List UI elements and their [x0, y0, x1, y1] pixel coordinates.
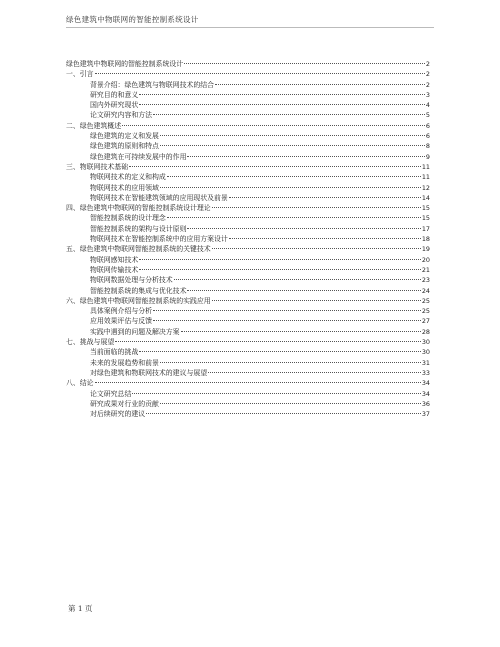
toc-entry[interactable]: [66, 100, 430, 110]
toc-dot-leader: [174, 279, 421, 280]
toc-entry-page: 25: [421, 296, 430, 305]
toc-entry-title: 具体案例介绍与分析: [90, 307, 153, 316]
toc-entry[interactable]: [66, 131, 430, 141]
toc-entry-page: 25: [421, 307, 430, 316]
toc-dot-leader: [167, 217, 421, 218]
toc-entry-page: 34: [421, 389, 430, 398]
toc-entry-title: 五、绿色建筑中物联网智能控制系统的关键技术: [66, 245, 211, 254]
toc-entry-title: 一、引言: [66, 70, 94, 79]
toc-entry[interactable]: [66, 255, 430, 265]
toc-entry-page: 18: [421, 235, 430, 244]
toc-entry-page: 12: [421, 183, 430, 192]
toc-dot-leader: [184, 63, 425, 64]
toc-entry-title: 智能控制系统的设计理念: [90, 214, 166, 223]
toc-dot-leader: [187, 290, 420, 291]
toc-dot-leader: [115, 341, 421, 342]
toc-entry[interactable]: [66, 172, 430, 182]
toc-dot-leader: [153, 320, 421, 321]
toc-entry[interactable]: [66, 234, 430, 244]
toc-entry-title: 绿色建筑中物联网的智能控制系统设计: [66, 60, 184, 68]
toc-entry[interactable]: [66, 80, 430, 90]
toc-entry-title: 未来的发展趋势和前景: [90, 358, 159, 367]
toc-entry-title: 应用效果评估与反馈: [90, 317, 153, 326]
toc-entry-page: 34: [421, 379, 430, 388]
toc-entry-title: 物联网传输技术: [90, 265, 139, 274]
toc-dot-leader: [212, 207, 421, 208]
toc-dot-leader: [187, 228, 420, 229]
toc-entry-title: 背景介绍：绿色建筑与物联网技术的结合: [90, 80, 215, 89]
toc-entry-title: 物联网技术的定义和构成: [90, 173, 166, 182]
toc-entry-page: 2: [425, 60, 430, 68]
toc-entry[interactable]: [66, 378, 430, 388]
toc-entry-page: 28: [421, 327, 430, 336]
toc-dot-leader: [122, 125, 425, 126]
toc-entry-title: 国内外研究现状: [90, 101, 139, 110]
toc-entry-page: 8: [425, 142, 430, 151]
toc-entry[interactable]: [66, 141, 430, 151]
toc-entry-title: 物联网技术的应用领域: [90, 183, 159, 192]
running-header: 绿色建筑中物联网的智能控制系统设计: [66, 15, 199, 24]
toc-entry-page: 30: [421, 338, 430, 347]
toc-entry-title: 当前面临的挑战: [90, 348, 139, 357]
toc-dot-leader: [160, 187, 421, 188]
toc-dot-leader: [208, 372, 421, 373]
toc-entry-page: 15: [421, 214, 430, 223]
toc-entry[interactable]: [66, 316, 430, 326]
header-divider: [66, 27, 434, 28]
toc-dot-leader: [139, 259, 421, 260]
toc-dot-leader: [139, 269, 421, 270]
toc-entry-page: 31: [421, 358, 430, 367]
toc-entry[interactable]: [66, 327, 430, 337]
toc-entry[interactable]: [66, 224, 430, 234]
toc-entry[interactable]: [66, 337, 430, 347]
toc-dot-leader: [160, 403, 421, 404]
toc-dot-leader: [212, 248, 421, 249]
toc-entry[interactable]: [66, 69, 430, 79]
toc-entry-title: 绿色建筑的定义和发展: [90, 132, 159, 141]
toc-entry-page: 4: [425, 101, 430, 110]
toc-entry-title: 八、结论: [66, 379, 94, 388]
toc-dot-leader: [160, 135, 425, 136]
toc-entry-title: 六、绿色建筑中物联网智能控制系统的实践应用: [66, 296, 211, 305]
toc-entry-title: 绿色建筑的原则和特点: [90, 142, 159, 151]
toc-entry-page: 2: [425, 70, 430, 79]
toc-dot-leader: [129, 166, 421, 167]
toc-dot-leader: [212, 300, 421, 301]
toc-entry-title: 对后续研究的建议: [90, 410, 146, 419]
toc-entry[interactable]: [66, 110, 430, 120]
toc-entry-title: 对绿色建筑和物联网技术的建议与展望: [90, 368, 208, 377]
toc-entry-page: 2: [425, 80, 430, 89]
toc-entry[interactable]: [66, 121, 430, 131]
toc-entry-page: 30: [421, 348, 430, 357]
toc-dot-leader: [139, 351, 421, 352]
toc-dot-leader: [181, 331, 421, 332]
toc-entry-title: 物联网感知技术: [90, 255, 139, 264]
toc-entry-title: 七、挑战与展望: [66, 338, 115, 347]
toc-entry-page: 20: [421, 255, 430, 264]
toc-entry-page: 21: [421, 265, 430, 274]
toc-entry-title: 四、绿色建筑中物联网的智能控制系统设计理论: [66, 204, 211, 213]
toc-entry[interactable]: [66, 152, 430, 162]
toc-dot-leader: [95, 382, 421, 383]
toc-entry[interactable]: [66, 244, 430, 254]
toc-entry[interactable]: [66, 306, 430, 316]
toc-dot-leader: [160, 362, 421, 363]
toc-entry[interactable]: [66, 409, 430, 419]
toc-dot-leader: [215, 84, 425, 85]
toc-entry[interactable]: [66, 265, 430, 275]
toc-entry-title: 论文研究内容和方法: [90, 111, 153, 120]
table-of-contents: [66, 59, 430, 419]
toc-entry[interactable]: [66, 59, 430, 69]
toc-entry-title: 智能控制系统的架构与设计原则: [90, 224, 187, 233]
toc-entry-page: 27: [421, 317, 430, 326]
toc-dot-leader: [160, 145, 425, 146]
toc-dot-leader: [229, 238, 421, 239]
toc-entry-title: 绿色建筑在可持续发展中的作用: [90, 152, 187, 161]
toc-entry-title: 物联网数据处理与分析技术: [90, 276, 173, 285]
toc-entry-page: 24: [421, 286, 430, 295]
toc-entry[interactable]: [66, 193, 430, 203]
toc-entry-page: 5: [425, 111, 430, 120]
toc-entry-page: 37: [421, 410, 430, 419]
toc-entry[interactable]: [66, 203, 430, 213]
toc-entry-title: 物联网技术在智能建筑领域的应用现状及前景: [90, 193, 228, 202]
toc-entry[interactable]: [66, 296, 430, 306]
toc-entry[interactable]: [66, 358, 430, 368]
toc-entry-title: 智能控制系统的集成与优化技术: [90, 286, 187, 295]
toc-entry[interactable]: [66, 90, 430, 100]
toc-entry-page: 11: [421, 173, 430, 182]
toc-entry-page: 33: [421, 368, 430, 377]
toc-entry-page: 3: [425, 90, 430, 99]
toc-entry[interactable]: [66, 347, 430, 357]
toc-entry-page: 14: [421, 193, 430, 202]
toc-entry-page: 36: [421, 399, 430, 408]
toc-entry[interactable]: [66, 389, 430, 399]
toc-entry-page: 15: [421, 204, 430, 213]
toc-entry-page: 9: [425, 152, 430, 161]
toc-dot-leader: [167, 176, 421, 177]
toc-entry-page: 6: [425, 132, 430, 141]
toc-dot-leader: [153, 310, 421, 311]
toc-entry[interactable]: [66, 213, 430, 223]
toc-entry-page: 6: [425, 121, 430, 130]
toc-entry[interactable]: [66, 286, 430, 296]
toc-entry-page: 23: [421, 276, 430, 285]
toc-dot-leader: [146, 413, 421, 414]
toc-entry-title: 物联网技术在智能控制系统中的应用方案设计: [90, 235, 228, 244]
toc-dot-leader: [187, 156, 424, 157]
toc-entry-page: 19: [421, 245, 430, 254]
toc-dot-leader: [139, 104, 425, 105]
toc-entry[interactable]: [66, 162, 430, 172]
toc-entry-title: 三、物联网技术基础: [66, 162, 129, 171]
toc-entry[interactable]: [66, 183, 430, 193]
toc-entry[interactable]: [66, 275, 430, 285]
page-number: 第 1 页: [68, 604, 93, 613]
toc-entry-title: 研究目的和意义: [90, 90, 139, 99]
toc-dot-leader: [153, 114, 425, 115]
toc-entry[interactable]: [66, 399, 430, 409]
toc-entry-title: 二、绿色建筑概述: [66, 121, 122, 130]
toc-entry-title: 实践中遇到的问题及解决方案: [90, 327, 180, 336]
toc-dot-leader: [95, 73, 425, 74]
toc-entry-page: 17: [421, 224, 430, 233]
toc-dot-leader: [132, 393, 421, 394]
toc-entry-title: 论文研究总结: [90, 389, 132, 398]
toc-dot-leader: [139, 94, 425, 95]
toc-dot-leader: [229, 197, 421, 198]
toc-entry[interactable]: [66, 368, 430, 378]
toc-entry-title: 研究成果对行业的贡献: [90, 399, 159, 408]
toc-entry-page: 11: [421, 162, 430, 171]
